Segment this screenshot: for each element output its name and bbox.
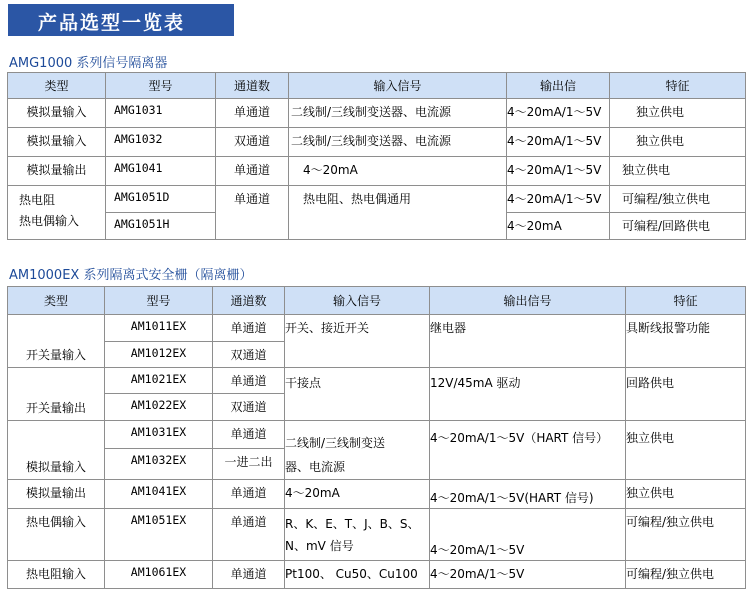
cell-channels: 双通道 <box>213 394 285 421</box>
cell-feature: 具断线报警功能 <box>626 315 746 368</box>
cell-input: 干接点 <box>285 368 430 421</box>
cell-feature: 回路供电 <box>626 368 746 421</box>
table-row <box>8 561 746 589</box>
cell-channels: 单通道 <box>216 157 289 186</box>
cell-input-line1: R、K、E、T、J、B、S、 <box>285 517 420 531</box>
cell-output: 4～20mA <box>507 213 610 240</box>
table-row <box>8 368 746 394</box>
header-channels: 通道数 <box>213 287 285 315</box>
header-channels: 通道数 <box>216 73 289 99</box>
cell-type: 热电阻输入 <box>8 561 105 589</box>
cell-type: 模拟量输出 <box>8 480 105 509</box>
table-row <box>8 509 746 561</box>
cell-channels: 单通道 <box>213 561 285 589</box>
cell-input: 热电阻、热电偶通用 <box>289 186 507 240</box>
cell-channels: 双通道 <box>216 128 289 157</box>
cell-feature: 独立供电 <box>626 480 746 509</box>
cell-type: 开关量输出 <box>8 368 105 421</box>
cell-channels: 单通道 <box>216 99 289 128</box>
cell-input <box>285 421 430 480</box>
header-input: 输入信号 <box>285 287 430 315</box>
header-output: 输出信 <box>507 73 610 99</box>
cell-type: 模拟量输入 <box>8 99 106 128</box>
cell-type: 热电偶输入 <box>8 509 105 561</box>
header-feature: 特征 <box>626 287 746 315</box>
cell-input: 4～20mA <box>289 157 507 186</box>
cell-type: 模拟量输入 <box>8 128 106 157</box>
cell-model: AMG1041 <box>106 157 216 186</box>
cell-channels: 单通道 <box>216 186 289 240</box>
cell-type <box>8 186 106 240</box>
cell-input <box>285 509 430 561</box>
cell-model: AMG1031 <box>106 99 216 128</box>
section1-table <box>7 72 746 240</box>
cell-type: 模拟量输出 <box>8 157 106 186</box>
section2-table <box>7 286 746 589</box>
cell-model: AMG1032 <box>106 128 216 157</box>
cell-input: Pt100、 Cu50、Cu100 <box>285 561 430 589</box>
cell-model: AM1032EX <box>105 449 213 480</box>
cell-output: 4～20mA/1～5V <box>430 561 626 589</box>
cell-channels: 单通道 <box>213 368 285 394</box>
cell-feature: 可编程/回路供电 <box>610 213 746 240</box>
cell-output: 4～20mA/1～5V <box>430 509 626 561</box>
page-title-banner <box>8 4 234 36</box>
cell-input: 二线制/三线制变送器、电流源 <box>289 99 507 128</box>
cell-output: 4～20mA/1～5V <box>507 186 610 213</box>
cell-channels: 单通道 <box>213 509 285 561</box>
header-input: 输入信号 <box>289 73 507 99</box>
table-row <box>8 186 746 213</box>
table-row <box>8 128 746 157</box>
cell-input: 开关、接近开关 <box>285 315 430 368</box>
cell-channels: 双通道 <box>213 342 285 368</box>
table-row <box>8 315 746 342</box>
cell-model: AM1041EX <box>105 480 213 509</box>
section2-title: AM1000EX 系列隔离式安全栅（隔离栅） <box>9 268 253 283</box>
cell-model: AMG1051D <box>106 186 216 213</box>
cell-output: 4～20mA/1～5V(HART 信号) <box>430 480 626 509</box>
cell-model: AM1021EX <box>105 368 213 394</box>
cell-channels: 一进二出 <box>213 449 285 480</box>
table-row <box>8 480 746 509</box>
section2-header-row <box>8 287 746 315</box>
cell-input: 4～20mA <box>285 480 430 509</box>
cell-input-line2: N、mV 信号 <box>285 539 354 553</box>
header-model: 型号 <box>106 73 216 99</box>
table-row <box>8 157 746 186</box>
cell-output: 4～20mA/1～5V <box>507 99 610 128</box>
table-row <box>8 421 746 449</box>
header-output: 输出信号 <box>430 287 626 315</box>
page-title: 产品选型一览表 <box>38 12 186 34</box>
cell-input-line1: 二线制/三线制变送 <box>285 436 386 450</box>
cell-model: AM1011EX <box>105 315 213 342</box>
table-row <box>8 99 746 128</box>
cell-feature: 可编程/独立供电 <box>610 186 746 213</box>
cell-feature: 独立供电 <box>610 99 746 128</box>
cell-feature: 可编程/独立供电 <box>626 509 746 561</box>
cell-feature: 独立供电 <box>610 157 746 186</box>
cell-feature: 独立供电 <box>626 421 746 480</box>
cell-model: AM1012EX <box>105 342 213 368</box>
cell-output: 继电器 <box>430 315 626 368</box>
header-feature: 特征 <box>610 73 746 99</box>
header-model: 型号 <box>105 287 213 315</box>
cell-input-line2: 器、电流源 <box>285 460 346 474</box>
cell-type-line1: 热电阻 <box>19 193 56 207</box>
cell-model: AMG1051H <box>106 213 216 240</box>
cell-output: 4～20mA/1～5V <box>507 128 610 157</box>
cell-model: AM1031EX <box>105 421 213 449</box>
cell-type: 开关量输入 <box>8 315 105 368</box>
cell-feature: 独立供电 <box>610 128 746 157</box>
cell-output: 4～20mA/1～5V（HART 信号） <box>430 421 626 480</box>
cell-output: 12V/45mA 驱动 <box>430 368 626 421</box>
section1-header-row <box>8 73 746 99</box>
cell-channels: 单通道 <box>213 315 285 342</box>
cell-feature: 可编程/独立供电 <box>626 561 746 589</box>
cell-model: AM1022EX <box>105 394 213 421</box>
cell-model: AM1051EX <box>105 509 213 561</box>
header-type: 类型 <box>8 73 106 99</box>
cell-channels: 单通道 <box>213 421 285 449</box>
cell-input: 二线制/三线制变送器、电流源 <box>289 128 507 157</box>
cell-channels: 单通道 <box>213 480 285 509</box>
cell-type: 模拟量输入 <box>8 421 105 480</box>
section1-title: AMG1000 系列信号隔离器 <box>9 56 168 71</box>
cell-model: AM1061EX <box>105 561 213 589</box>
header-type: 类型 <box>8 287 105 315</box>
cell-type-line2: 热电偶输入 <box>19 214 80 228</box>
cell-output: 4～20mA/1～5V <box>507 157 610 186</box>
